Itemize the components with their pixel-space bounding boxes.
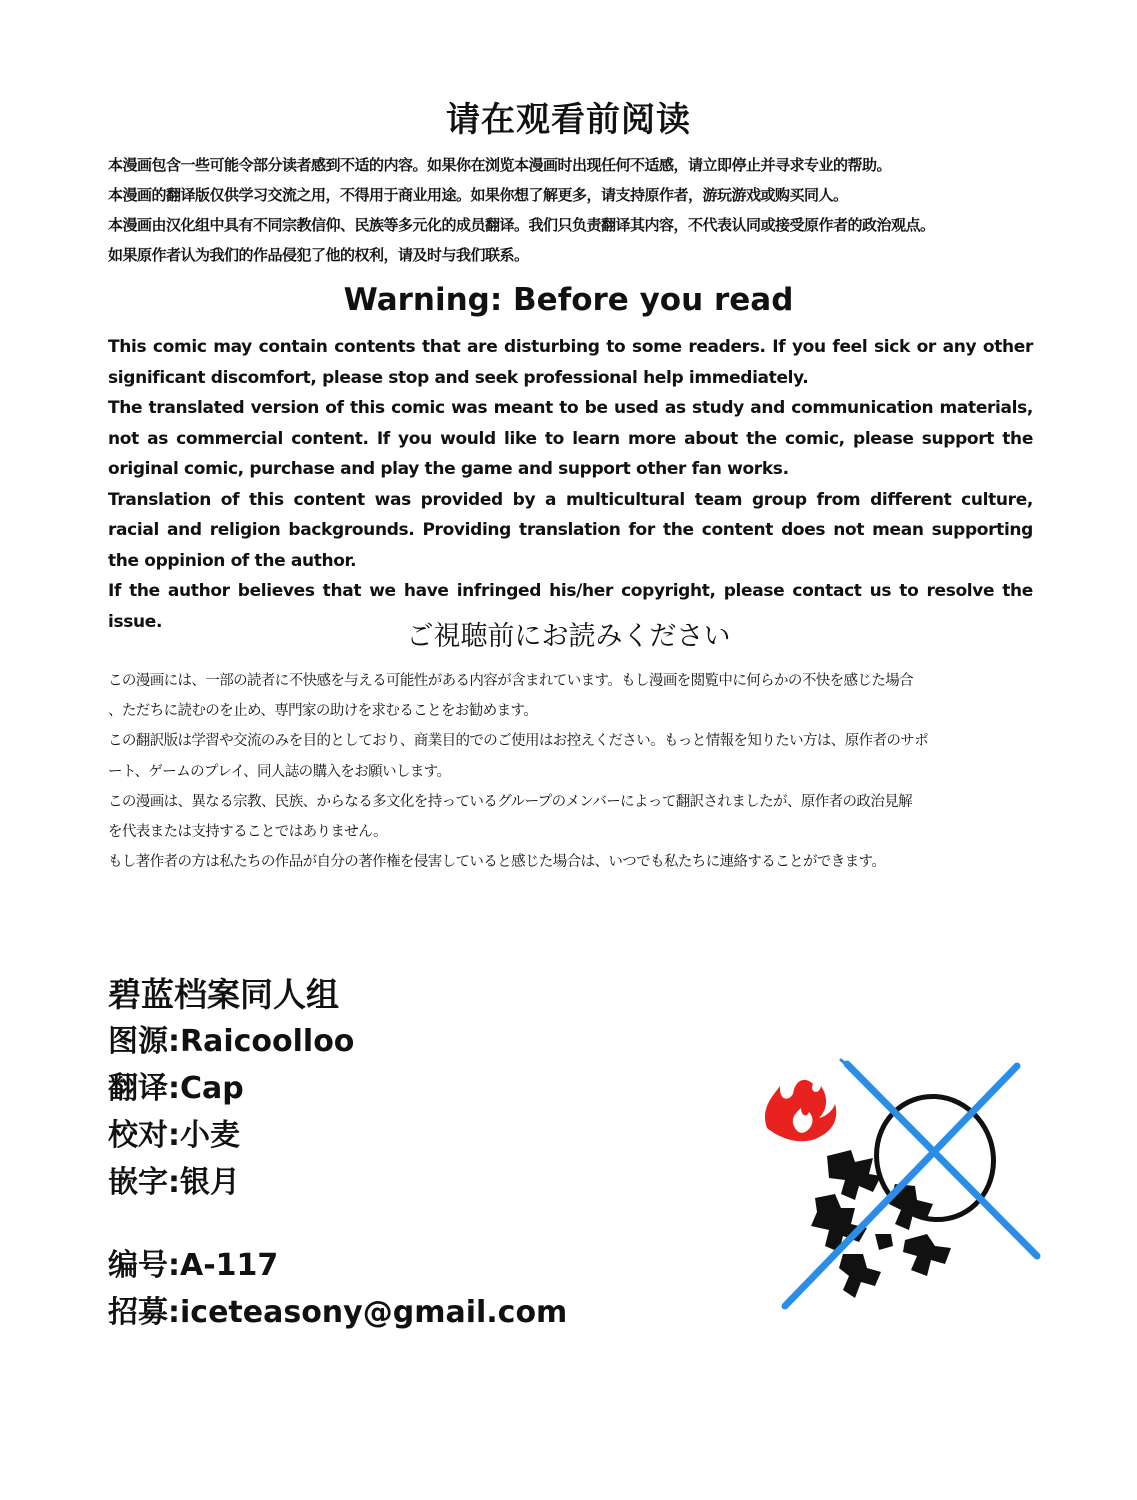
english-paragraph: Translation of this content was provided by a multicultural team group from different culture, racial and religion backgrounds. Providing translation for the content does not mean supporting the oppinion of the author.: [108, 489, 1033, 571]
chinese-line: 本漫画包含一些可能令部分读者感到不适的内容。如果你在浏览本漫画时出现任何不适感，请立即停止并寻求专业的帮助。: [108, 156, 892, 174]
recruit-email: 招募:iceteasony@gmail.com: [108, 1295, 568, 1330]
credits-block: [108, 972, 668, 1336]
chinese-line: 如果原作者认为我们的作品侵犯了他的权利，请及时与我们联系。: [108, 246, 529, 264]
group-name: 碧蓝档案同人组: [108, 975, 339, 1014]
chinese-line: 本漫画的翻译版仅供学习交流之用，不得用于商业用途。如果你想了解更多，请支持原作者，游玩游戏或购买同人。: [108, 186, 848, 204]
english-paragraph: This comic may contain contents that are disturbing to some readers. If you feel sick or any other significant discomfort, please stop and seek professional help immediately.: [108, 337, 1033, 388]
chinese-notice: [108, 150, 1038, 270]
japanese-line: この翻訳版は学習や交流のみを目的としており、商業目的でのご使用はお控えください。もっと情報を知りたい方は、原作者のサポ: [108, 733, 929, 750]
crossed-swords-gear-flame-logo-icon: [755, 1058, 1045, 1313]
english-heading: Warning: Before you read: [343, 282, 794, 318]
japanese-line: この漫画は、異なる宗教、民族、からなる多文化を持っているグループのメンバーによって翻訳されましたが、原作者の政治見解: [108, 793, 913, 810]
japanese-line: この漫画には、一部の読者に不快感を与える可能性がある内容が含まれています。もし漫画を閲覧中に何らかの不快を感じた場合: [108, 673, 914, 689]
image-source-credit: 图源:Raicoolloo: [108, 1024, 355, 1059]
japanese-line: を代表または支持することではありません。: [108, 824, 387, 841]
credits-spacer: [108, 1206, 668, 1242]
japanese-notice: [108, 666, 1033, 877]
japanese-heading: ご視聴前にお読みください: [406, 621, 731, 652]
english-paragraph: The translated version of this comic was meant to be used as study and communication materials, not as commercial content. If you would like to learn more about the comic, please support the original comic, purchase and play the game and support other fan works.: [108, 398, 1033, 479]
english-paragraph: If the author believes that we have infringed his/her copyright, please contact us to resolve the issue.: [108, 581, 1033, 632]
japanese-line: 、ただちに読むのを止め、専門家の助けを求むることをお勧めます。: [108, 703, 538, 720]
proofreader-credit: 校对:小麦: [108, 1118, 240, 1153]
release-number: 编号:A-117: [108, 1248, 279, 1283]
translator-credit: 翻译:Cap: [108, 1071, 244, 1106]
chinese-line: 本漫画由汉化组中具有不同宗教信仰、民族等多元化的成员翻译。我们只负责翻译其内容，不代表认同或接受原作者的政治观点。: [108, 216, 935, 234]
japanese-line: もし著作者の方は私たちの作品が自分の著作権を侵害していると感じた場合は、いつでも私たちに連絡することができます。: [108, 854, 886, 871]
typesetter-credit: 嵌字:银月: [108, 1165, 240, 1200]
chinese-heading: 请在观看前阅读: [446, 100, 691, 140]
english-notice: [108, 332, 1033, 637]
japanese-line: ート、ゲームのプレイ、同人誌の購入をお願いします。: [108, 763, 451, 780]
